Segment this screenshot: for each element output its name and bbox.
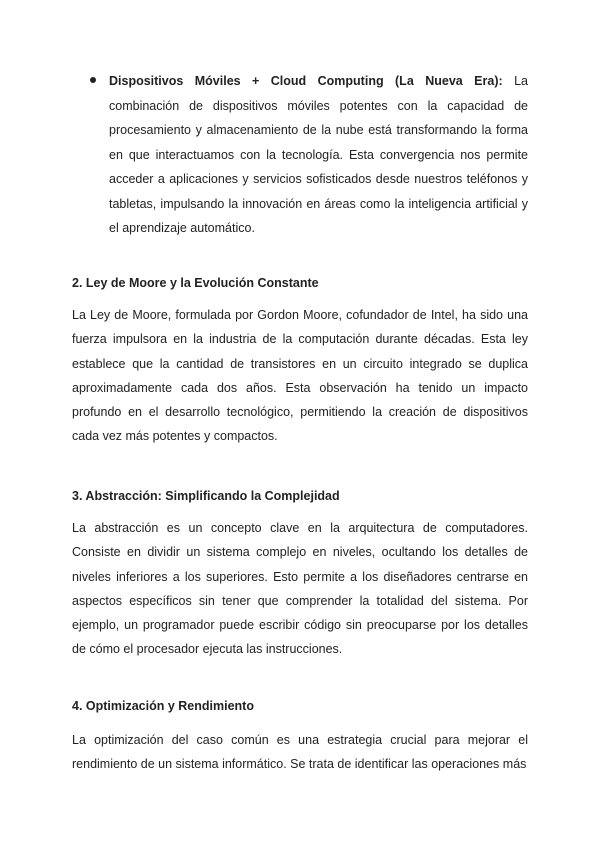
bullet-text (109, 69, 528, 241)
bullet-dot-icon (90, 77, 96, 83)
bullet-body: La combinación de dispositivos móviles potentes con la capacidad de procesamiento y almacenamiento de la nube está transformando la forma en que interactuamos con la tecnología. Esta convergencia nos permite acceder a aplicaciones y servicios sofisticados desde nuestros teléfonos y tabletas, impulsando la innovación en áreas como la inteligencia artificial y el aprendizaje automático. (109, 74, 528, 235)
section-body-abstraction: La abstracción es un concepto clave en la arquitectura de computadores. Consiste en dividir un sistema complejo en niveles, ocultando los detalles de niveles inferiores a los superiores. Esto permite a los diseñadores centrarse en aspectos específicos sin tener que comprender la totalidad del sistema. Por ejemplo, un programador puede escribir código sin preocuparse por los detalles de cómo el procesador ejecuta las instrucciones. (72, 521, 528, 657)
bullet-lead: Dispositivos Móviles + Cloud Computing (La Nueva Era): (109, 74, 503, 88)
bullet-item (88, 69, 528, 241)
section-heading-abstraction: 3. Abstracción: Simplificando la Complejidad (72, 489, 340, 503)
section-body-optimization: La optimización del caso común es una estrategia crucial para mejorar el rendimiento de un sistema informático. Se trata de identificar las operaciones más (72, 733, 528, 772)
section-heading-optimization: 4. Optimización y Rendimiento (72, 699, 254, 713)
section-heading-moore: 2. Ley de Moore y la Evolución Constante (72, 276, 319, 290)
section-body-moore: La Ley de Moore, formulada por Gordon Moore, cofundador de Intel, ha sido una fuerza impulsora en la industria de la computación durante décadas. Esta ley establece que la cantidad de transistores en un circuito integrado se duplica aproximadamente cada dos años. Esta observación ha tenido un impacto profundo en el desarrollo tecnológico, permitiendo la creación de dispositivos cada vez más potentes y compactos. (72, 308, 528, 444)
